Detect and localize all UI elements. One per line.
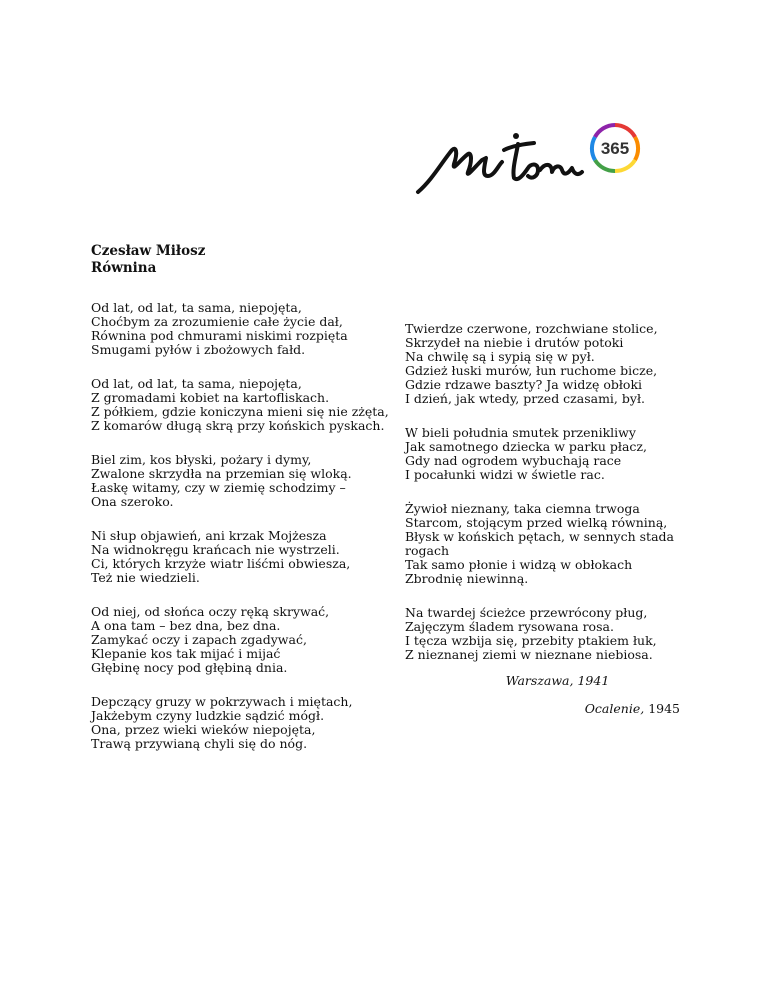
verse-line: Na widnokręgu krańcach nie wystrzeli.	[91, 542, 340, 557]
verse-line: Gdzie rdzawe baszty? Ja widzę obłoki	[405, 377, 643, 392]
verse-line: Z półkiem, gdzie koniczyna mieni się nie zżęta,	[91, 404, 389, 419]
verse-line: Od lat, od lat, ta sama, niepojęta,	[91, 376, 302, 391]
verse-line: Choćbym za zrozumienie całe życie dał,	[91, 314, 343, 329]
verse-line: Równina pod chmurami niskimi rozpięta	[91, 328, 348, 343]
stanza	[91, 529, 391, 585]
verse-line: Ona szeroko.	[91, 494, 174, 509]
verse-line: Depczący gruzy w pokrzywach i miętach,	[91, 694, 353, 709]
verse-line: Trawą przywianą chyli się do nóg.	[91, 736, 308, 751]
source-year: 1945	[648, 701, 680, 716]
verse-line: Na chwilę są i sypią się w pył.	[405, 349, 595, 364]
stanza	[91, 695, 391, 751]
badge-365-text: 365	[600, 139, 630, 158]
verse-line: Starcom, stojącym przed wielką równiną,	[405, 515, 668, 530]
verse-line: Twierdze czerwone, rozchwiane stolice,	[405, 321, 658, 336]
place-and-date: Warszawa, 1941	[505, 673, 610, 688]
verse-line: Ni słup objawień, ani krzak Mojżesza	[91, 528, 327, 543]
author-name: Czesław Miłosz	[91, 243, 206, 259]
verse-line: Smugami pyłów i zbożowych fałd.	[91, 342, 306, 357]
verse-line: Łaskę witamy, czy w ziemię schodzimy –	[91, 480, 346, 495]
verse-line: Błysk w końskich pętach, w sennych stada rogach	[405, 529, 674, 558]
milosz-365-logo	[412, 110, 652, 210]
source-title: Ocalenie,	[584, 701, 645, 716]
verse-line: Jakżebym czyny ludzkie sądzić mógł.	[91, 708, 325, 723]
stanza	[91, 301, 391, 357]
stanza	[405, 606, 680, 662]
stanza	[405, 502, 680, 586]
verse-line: Jak samotnego dziecka w parku płacz,	[405, 439, 647, 454]
verse-line: Ci, których krzyże wiatr liśćmi obwiesza,	[91, 556, 351, 571]
verse-line: W bieli południa smutek przenikliwy	[405, 425, 636, 440]
stanza	[405, 426, 680, 482]
verse-line: I tęcza wzbija się, przebity ptakiem łuk,	[405, 633, 657, 648]
verse-line: Od niej, od słońca oczy ręką skrywać,	[91, 604, 330, 619]
left-column	[91, 301, 391, 771]
verse-line: Też nie wiedzieli.	[91, 570, 200, 585]
verse-line: Biel zim, kos błyski, pożary i dymy,	[91, 452, 312, 467]
stanza	[91, 605, 391, 675]
verse-line: I pocałunki widzi w świetle rac.	[405, 467, 605, 482]
verse-line: Zwalone skrzydła na przemian się wloką.	[91, 466, 352, 481]
verse-line: Zamykać oczy i zapach zgadywać,	[91, 632, 307, 647]
verse-line: Z nieznanej ziemi w nieznane niebiosa.	[405, 647, 653, 662]
verse-line: Z gromadami kobiet na kartofliskach.	[91, 390, 330, 405]
verse-line: Na twardej ścieżce przewrócony pług,	[405, 605, 648, 620]
verse-line: Gdy nad ogrodem wybuchają race	[405, 453, 622, 468]
signature-logo-graphic	[412, 110, 652, 210]
poem-title: Równina	[91, 260, 157, 276]
verse-line: Z komarów długą skrą przy końskich pyskach.	[91, 418, 385, 433]
verse-line: Żywioł nieznany, taka ciemna trwoga	[405, 501, 640, 516]
verse-line: I dzień, jak wtedy, przed czasami, był.	[405, 391, 645, 406]
verse-line: Zajęczym śladem rysowana rosa.	[405, 619, 614, 634]
stanza	[91, 377, 391, 433]
verse-line: Ona, przez wieki wieków niepojęta,	[91, 722, 316, 737]
verse-line: Skrzydeł na niebie i drutów potoki	[405, 335, 624, 350]
source-citation	[405, 702, 680, 716]
verse-line: Zbrodnię niewinną.	[405, 571, 529, 586]
stanza	[91, 453, 391, 509]
verse-line: Od lat, od lat, ta sama, niepojęta,	[91, 300, 302, 315]
verse-line: A ona tam – bez dna, bez dna.	[91, 618, 281, 633]
poem-header	[91, 243, 205, 277]
verse-line: Klepanie kos tak mijać i mijać	[91, 646, 281, 661]
right-column	[405, 322, 680, 716]
verse-line: Gdzież łuski murów, łun ruchome bicze,	[405, 363, 658, 378]
verse-line: Tak samo płonie i widzą w obłokach	[405, 557, 633, 572]
stanza	[405, 322, 680, 406]
verse-line: Głębinę nocy pod głębiną dnia.	[91, 660, 288, 675]
